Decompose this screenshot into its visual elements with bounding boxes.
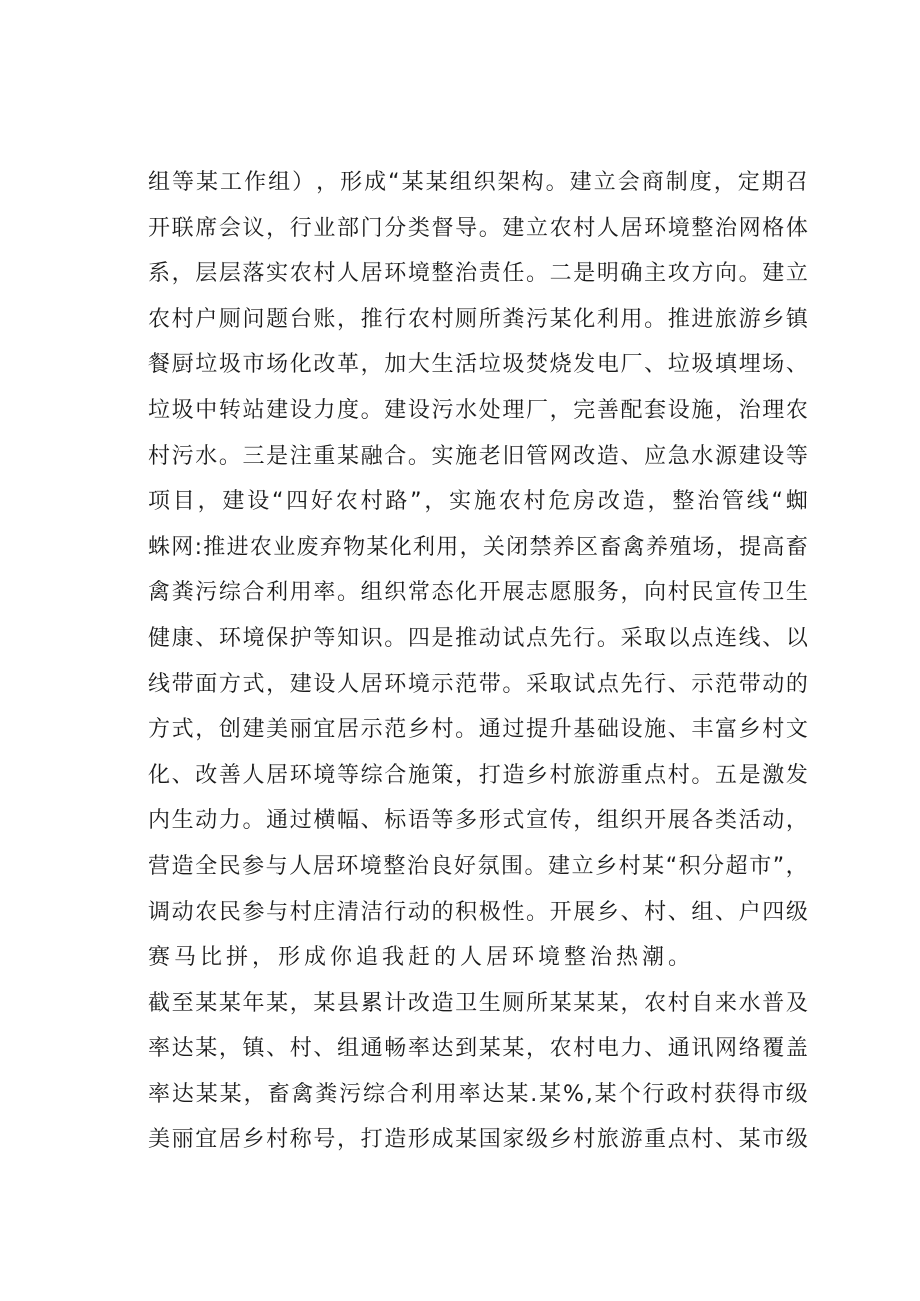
text-line: 率 达 某 ， 镇 、 村 、 组 通 畅 率 达 到 某 某 ， 农 村 电 力 、 通 讯 网 络 覆 盖 (148, 1036, 808, 1062)
text-line: 餐 厨 垃 圾 市 场 化 改 革 ， 加 大 生 活 垃 圾 焚 烧 发 电 厂 、 垃 圾 填 埋 场 、 (148, 352, 808, 378)
text-line: 组 等 某 工 作 组 ） ， 形 成 “ 某 某 组 织 架 构 。 建 立 会 商 制 度 ， 定 期 召 (148, 170, 808, 195)
text-line: 美 丽 宜 居 乡 村 称 号 ， 打 造 形 成 某 国 家 级 乡 村 旅 游 重 点 村 、 某 市 级 (148, 1127, 808, 1153)
text-line: 禽 粪 污 综 合 利 用 率 。 组 织 常 态 化 开 展 志 愿 服 务 ， 向 村 民 宣 传 卫 生 (148, 580, 808, 606)
text-line: 内 生 动 力 。 通 过 横 幅 、 标 语 等 多 形 式 宣 传 ， 组 织 开 展 各 类 活 动 ， (148, 808, 808, 834)
text-line: 健 康 、 环 境 保 护 等 知 识 。 四 是 推 动 试 点 先 行 。 采 取 以 点 连 线 、 以 (148, 625, 808, 651)
text-line: 系 ， 层 层 落 实 农 村 人 居 环 境 整 治 责 任 。 二 是 明 确 主 攻 方 向 。 建 立 (148, 261, 808, 287)
text-line: 率 达 某 某 ， 畜 禽 粪 污 综 合 利 用 率 达 某 . 某 % , 某 个 行 政 村 获 得 市 级 (148, 1081, 808, 1107)
text-line: 线 带 面 方 式 ， 建 设 人 居 环 境 示 范 带 。 采 取 试 点 先 行 、 示 范 带 动 的 (148, 671, 808, 697)
text-line: 化 、 改 善 人 居 环 境 等 综 合 施 策 ， 打 造 乡 村 旅 游 重 点 村 。 五 是 激 发 (148, 762, 808, 788)
text-line: 村 污 水 。 三 是 注 重 某 融 合 。 实 施 老 旧 管 网 改 造 、 应 急 水 源 建 设 等 (148, 443, 808, 469)
document-body (148, 160, 808, 1163)
text-line: 营 造 全 民 参 与 人 居 环 境 整 治 良 好 氛 围 。 建 立 乡 村 某 “ 积 分 超 市 ” ， (148, 853, 808, 879)
text-line: 垃 圾 中 转 站 建 设 力 度 。 建 设 污 水 处 理 厂 ， 完 善 配 套 设 施 ， 治 理 农 (148, 397, 808, 423)
text-line: 开 联 席 会 议 ， 行 业 部 门 分 类 督 导 。 建 立 农 村 人 居 环 境 整 治 网 格 体 (148, 215, 808, 241)
text-line: 赛马比拼，形成你追我赶的人居环境整治热潮。 (148, 945, 695, 971)
text-line: 截 至 某 某 年 某 ， 某 县 累 计 改 造 卫 生 厕 所 某 某 某 ， 农 村 自 来 水 普 及 (148, 990, 808, 1016)
text-line: 项 目 ， 建 设 “ 四 好 农 村 路 ” ， 实 施 农 村 危 房 改 造 ， 整 治 管 线 “ 蜘 (148, 489, 808, 515)
paragraph-1 (148, 160, 808, 981)
text-line: 蛛 网 : 推 进 农 业 废 弃 物 某 化 利 用 ， 关 闭 禁 养 区 畜 禽 养 殖 场 ， 提 高 畜 (148, 534, 808, 560)
paragraph-2 (148, 981, 808, 1163)
text-line: 方 式 ， 创 建 美 丽 宜 居 示 范 乡 村 。 通 过 提 升 基 础 设 施 、 丰 富 乡 村 文 (148, 717, 808, 743)
text-line: 农 村 户 厕 问 题 台 账 ， 推 行 农 村 厕 所 粪 污 某 化 利 用 。 推 进 旅 游 乡 镇 (148, 306, 808, 332)
text-line: 调 动 农 民 参 与 村 庄 清 洁 行 动 的 积 极 性 。 开 展 乡 、 村 、 组 、 户 四 级 (148, 899, 808, 925)
